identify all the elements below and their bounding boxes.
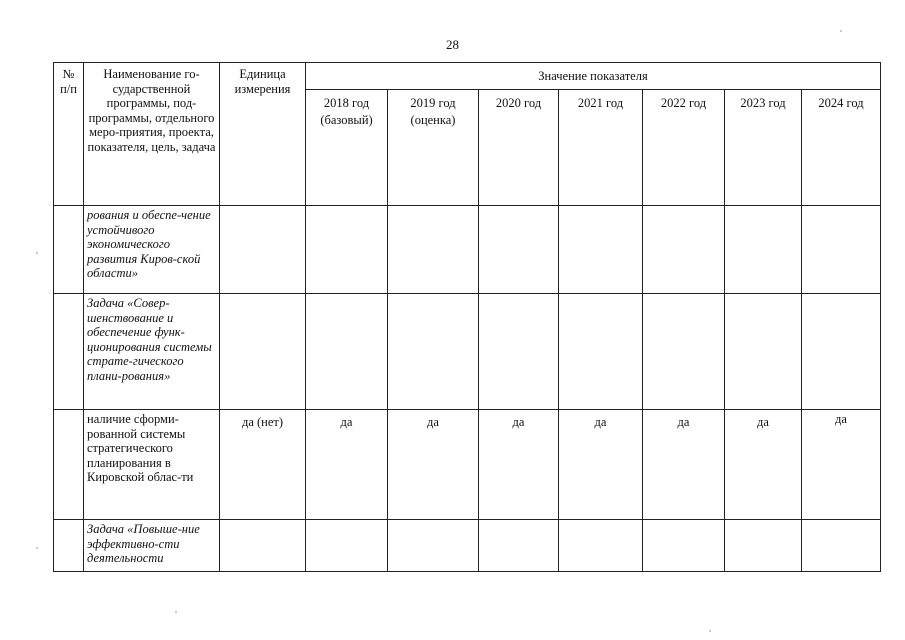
value-cell [643,206,725,294]
value-cell [559,206,643,294]
year-2019-cell [388,90,479,206]
page-number: 28 [446,37,459,52]
row-unit-cell [220,294,306,410]
year-2019-note: (оценка) [410,112,456,127]
value-cell [559,294,643,410]
value-cell: да [559,410,643,520]
value-cell [388,206,479,294]
row-name-cell [84,520,220,572]
value-cell [643,294,725,410]
table-row [54,206,881,294]
row-unit-cell [220,520,306,572]
scan-speck [36,252,38,254]
value-cell [802,520,881,572]
table-row [54,410,881,520]
year-2020-cell [479,90,559,206]
value-cell [388,520,479,572]
indicator-table [53,62,881,572]
value-cell [479,206,559,294]
value-cell [802,294,881,410]
table-row [54,520,881,572]
row-name-text: Задача «Повыше-ние эффективно-сти деятельности [87,522,200,565]
year-2022-label: 2022 год [660,96,707,110]
row-name-cell [84,294,220,410]
scan-speck [175,611,177,613]
year-2022-cell [643,90,725,206]
row-unit-text: да (нет) [241,415,284,429]
year-2019-label: 2019 год [410,96,456,110]
table-row [54,294,881,410]
header-number-label: № п/п [60,67,77,96]
row-number-cell [54,520,84,572]
value-cell: да [643,410,725,520]
header-row-1 [54,63,881,90]
value-cell [306,520,388,572]
value-cell [725,294,802,410]
row-name-cell [84,410,220,520]
year-2018-label: 2018 год [323,96,370,110]
value-cell [802,206,881,294]
row-number-cell [54,410,84,520]
value-cell [559,520,643,572]
value-cell [306,206,388,294]
scan-speck [709,630,711,632]
header-unit-label: Единица измерения [234,67,291,96]
row-unit-cell [220,410,306,520]
row-unit-cell [220,206,306,294]
scan-speck [840,30,842,32]
value-cell [479,520,559,572]
row-name-text: наличие сформи-рованной системы стратегического планирования в Кировской облас-ти [87,412,194,484]
value-cell: да [479,410,559,520]
year-2020-label: 2020 год [495,96,542,110]
year-2024-cell [802,90,881,206]
header-name-cell [84,63,220,206]
year-2021-label: 2021 год [577,96,624,110]
value-cell [725,206,802,294]
value-cell [643,520,725,572]
header-name-label: Наименование го-сударственной программы, под-программы, отдельного меро-приятия, проекта, показателя, цель, задача [87,67,216,154]
value-cell [479,294,559,410]
year-2023-label: 2023 год [740,96,786,110]
year-2023-cell [725,90,802,206]
header-values-cell [306,63,881,90]
value-cell: да [802,410,881,520]
value-cell [388,294,479,410]
value-cell: да [306,410,388,520]
header-values-label: Значение показателя [538,68,648,83]
header-number-cell [54,63,84,206]
row-number-cell [54,206,84,294]
row-name-text: Задача «Совер-шенствование и обеспечение функ-ционирования системы страте-гического плани-рования» [87,296,212,383]
year-2018-cell [306,90,388,206]
value-cell [725,520,802,572]
scan-speck [36,547,38,549]
value-cell [306,294,388,410]
value-cell: да [388,410,479,520]
value-cell: да [725,410,802,520]
year-2018-note: (базовый) [320,112,373,127]
header-unit-cell [220,63,306,206]
row-number-cell [54,294,84,410]
row-name-cell [84,206,220,294]
year-2024-label: 2024 год [818,96,864,110]
row-name-text: рования и обеспе-чение устойчивого экономического развития Киров-ской области» [87,208,211,280]
year-2021-cell [559,90,643,206]
